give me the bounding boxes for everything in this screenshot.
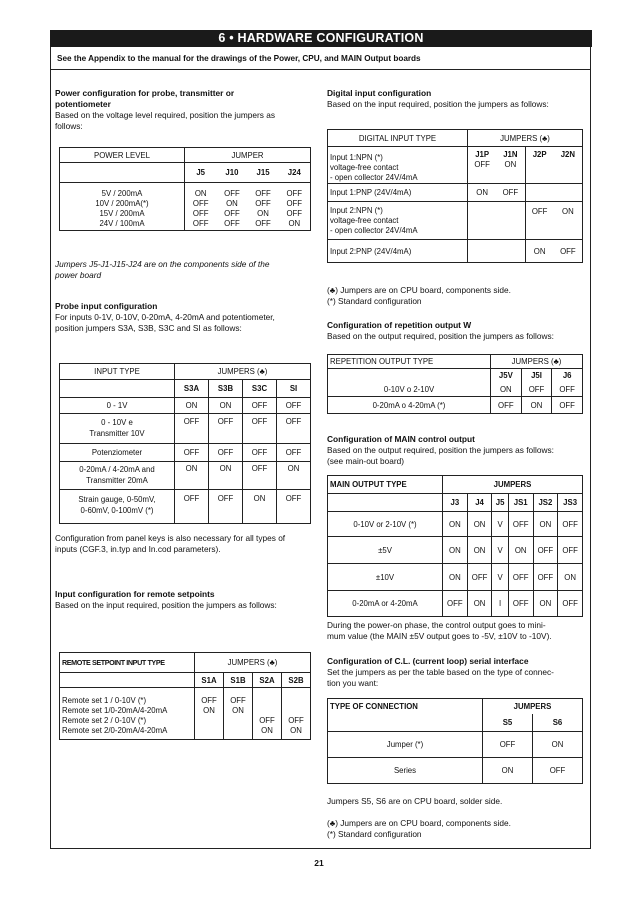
probe-input-table: INPUT TYPE JUMPERS (♣) S3A S3B S3C SI 0 - 1V ON ON OFF OFF 0 - 10V e Transmitter 10V OFF OFF OFF OFF Potenziometer OFF OFF OFF OFF 0-20mA / 4-20mA and Transmitter 20mA ON ON OFF ON Strain gauge, 0-50mV, 0-60mV, 0-100mV (*) OFF OFF ON OFF (59, 363, 311, 524)
table-row: 0-20mA / 4-20mA and Transmitter 20mA ON ON OFF ON (60, 462, 311, 490)
th-input-type: INPUT TYPE (60, 364, 175, 380)
digital-heading: Digital input configuration (327, 88, 432, 98)
table-row: 0 - 10V e Transmitter 10V OFF OFF OFF OFF (60, 414, 311, 444)
main-output-table: MAIN OUTPUT TYPE JUMPERS J3 J4 J5 JS1 JS2 JS3 0-10V or 2-10V (*) ON ON V OFF ON OFF ±5V ON ON V ON OFF OFF ±10V ON OFF V OFF OFF ON 0-20mA or 4-20mA OFF ON I OFF ON OFF (327, 475, 583, 617)
repetition-output-table: REPETITION OUTPUT TYPE JUMPERS (♣) J5V J5I J6 0-10V o 2-10V ON OFF OFF 0-20mA o 4-20mA (*) OFF ON OFF (327, 354, 583, 414)
serial-heading: Configuration of C.L. (current loop) serial interface (327, 656, 529, 666)
table-row: Input 2:NPN (*) voltage-free contact - open collector 24V/4mA OFF ON (328, 202, 583, 240)
table-row: ±10V ON OFF V OFF OFF ON (328, 564, 583, 591)
table-row: Potenziometer OFF OFF OFF OFF (60, 444, 311, 462)
probe-heading: Probe input configuration (55, 301, 158, 311)
th-connection-type: TYPE OF CONNECTION (328, 699, 483, 714)
table-row: Strain gauge, 0-50mV, 0-60mV, 0-100mV (*) OFF OFF ON OFF (60, 490, 311, 524)
table-row: ±5V ON ON V ON OFF OFF (328, 537, 583, 564)
serial-note-solder: Jumpers S5, S6 are on CPU board, solder side. (327, 796, 503, 806)
section-title-band: 6 • HARDWARE CONFIGURATION (50, 30, 592, 47)
th-jumpers: JUMPERS (♣) (195, 653, 311, 673)
table-row: Input 2:PNP (24V/4mA) ON OFF (328, 240, 583, 263)
serial-note: (♣) Jumpers are on CPU board, components side. (*) Standard configuration (327, 818, 511, 839)
table-row: 0-10V or 2-10V (*) ON ON V OFF ON OFF (328, 512, 583, 537)
table-row: Remote set 2/0-20mA/4-20mA ON ON (60, 726, 311, 740)
th-repetition-type: REPETITION OUTPUT TYPE (328, 355, 491, 369)
table-row: 0 - 1V ON ON OFF OFF (60, 398, 311, 414)
th-jumpers: JUMPERS (443, 476, 583, 494)
frame-left-border (50, 70, 51, 848)
th-jumpers: JUMPERS (♣) (468, 130, 583, 147)
main-heading: Configuration of MAIN control output (327, 434, 475, 444)
col-j5: J5 (185, 163, 217, 183)
power-note: Jumpers J5-J1-J15-J24 are on the components side of the power board (55, 259, 270, 280)
main-note: During the power-on phase, the control output goes to mini- mum value (the MAIN ±5V output goes to -5V, ±10V to -10V). (327, 620, 552, 641)
power-level-table (59, 147, 311, 231)
table-row: 5V / 200mA ON OFF OFF OFF (60, 189, 311, 199)
th-jumpers: JUMPERS (513, 701, 552, 711)
appendix-note: See the Appendix to the manual for the drawings of the Power, CPU, and MAIN Output boards (50, 47, 591, 70)
table-row: 0-20mA or 4-20mA OFF ON I OFF ON OFF (328, 591, 583, 617)
repetition-text: Based on the output required, position the jumpers as follows: (327, 331, 554, 341)
main-text: Based on the output required, position the jumpers as follows: (see main-out board) (327, 445, 554, 466)
probe-note: Configuration from panel keys is also necessary for all types of inputs (CGF.3, in.typ and In.cod parameters). (55, 533, 286, 554)
serial-text: Set the jumpers as per the table based on the type of connec- tion you want: (327, 667, 554, 688)
frame-bottom-border (50, 848, 591, 849)
table-row: 24V / 100mA OFF OFF OFF ON (60, 219, 311, 231)
th-digital-type: DIGITAL INPUT TYPE (328, 130, 468, 147)
table-row: Series ON OFF (328, 758, 583, 784)
table-row: 0-10V o 2-10V ON OFF OFF (328, 383, 583, 397)
table-row: Remote set 1/0-20mA/4-20mA ON ON (60, 706, 311, 716)
remote-text: Based on the input required, position the jumpers as follows: (55, 600, 277, 610)
th-remote-type: REMOTE SETPOINT INPUT TYPE (60, 653, 195, 673)
col-j24: J24 (279, 163, 311, 183)
repetition-heading: Configuration of repetition output W (327, 320, 472, 330)
digital-note: (♣) Jumpers are on CPU board, components side. (*) Standard configuration (327, 285, 511, 306)
digital-input-table (327, 129, 583, 263)
page-number: 21 (314, 858, 324, 868)
table-row: Input 1:NPN (*) voltage-free contact - open collector 24V/4mA J1P OFF J1N ON J2P J2N (328, 147, 583, 184)
table-row: Remote set 2 / 0-10V (*) OFF OFF (60, 716, 311, 726)
frame-right-border (590, 70, 591, 848)
table-row: 15V / 200mA OFF OFF ON OFF (60, 209, 311, 219)
power-text: Based on the voltage level required, position the jumpers as follows: (55, 110, 276, 131)
table-row: 0-20mA o 4-20mA (*) OFF ON OFF (328, 397, 583, 414)
table-row: Jumper (*) OFF ON (328, 732, 583, 758)
table-row: Remote set 1 / 0-10V (*) OFF OFF (60, 696, 311, 706)
serial-interface-table: TYPE OF CONNECTION JUMPERS S5 S6 Jumper (*) OFF ON Series ON OFF (327, 698, 583, 784)
th-main-type: MAIN OUTPUT TYPE (328, 476, 443, 494)
th-jumpers: JUMPERS (♣) (175, 364, 311, 380)
col-j15: J15 (247, 163, 278, 183)
table-row: 10V / 200mA(*) OFF ON OFF OFF (60, 199, 311, 209)
th-jumper: JUMPER (185, 148, 311, 163)
digital-text: Based on the input required, position the jumpers as follows: (327, 99, 549, 109)
th-power-level: POWER LEVEL (60, 148, 185, 163)
col-j10: J10 (216, 163, 247, 183)
remote-setpoint-table: REMOTE SETPOINT INPUT TYPE JUMPERS (♣) S1A S1B S2A S2B Remote set 1 / 0-10V (*) OFF OFF Remote set 1/0-20mA/4-20mA ON ON Remote set 2 / 0-10V (*) OFF OFF Remote set 2/0-20mA/4-20mA ON ON (59, 652, 311, 740)
probe-text: For inputs 0-1V, 0-10V, 0-20mA, 4-20mA and potentiometer, position jumpers S3A, S3B, S3C and SI as follows: (55, 312, 275, 333)
th-jumpers: JUMPERS (♣) (491, 355, 583, 369)
power-heading: Power configuration for probe, transmitter or potentiometer (55, 88, 235, 109)
table-row: Input 1:PNP (24V/4mA) ON OFF (328, 184, 583, 202)
remote-heading: Input configuration for remote setpoints (55, 589, 215, 599)
